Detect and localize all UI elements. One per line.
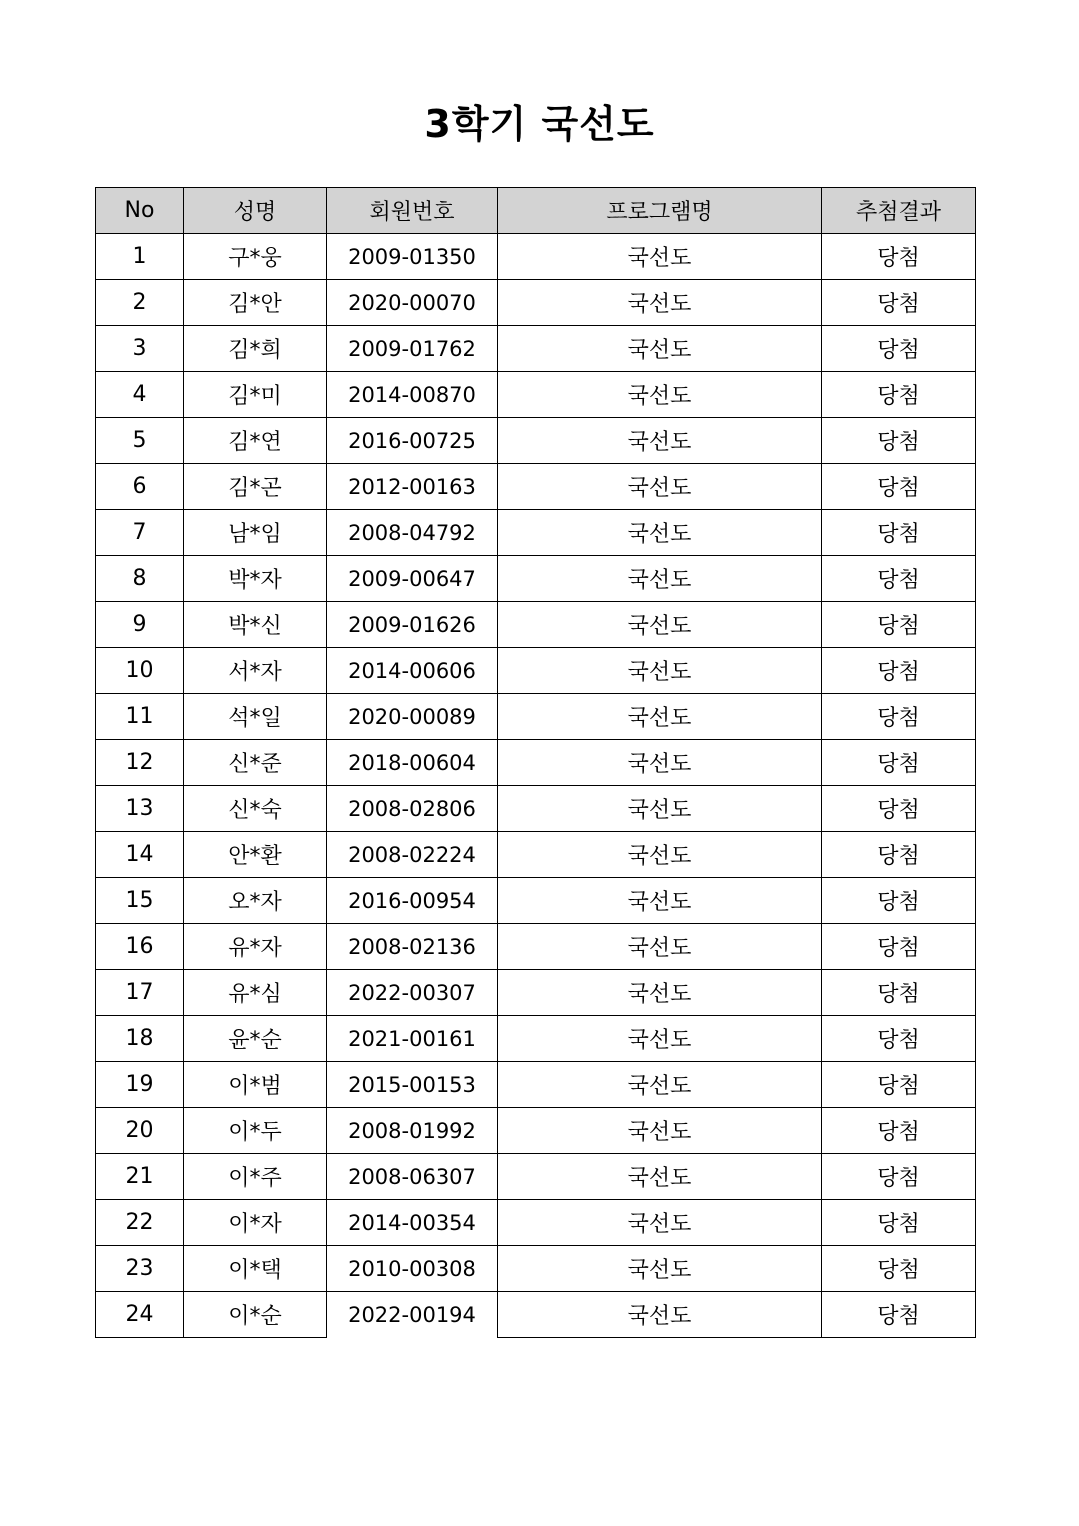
cell-member-id: 2021-00161	[327, 1016, 498, 1062]
cell-no: 18	[96, 1016, 184, 1062]
table-row	[96, 878, 976, 924]
cell-program: 국선도	[498, 924, 822, 970]
table-row	[96, 464, 976, 510]
cell-program: 국선도	[498, 510, 822, 556]
cell-no: 9	[96, 602, 184, 648]
table-row	[96, 694, 976, 740]
cell-no: 7	[96, 510, 184, 556]
cell-name: 김*미	[184, 372, 327, 418]
cell-result: 당첨	[822, 556, 976, 602]
cell-result: 당첨	[822, 1292, 976, 1338]
cell-member-id: 2008-01992	[327, 1108, 498, 1154]
cell-member-id: 2008-06307	[327, 1154, 498, 1200]
cell-name: 이*주	[184, 1154, 327, 1200]
cell-name: 이*범	[184, 1062, 327, 1108]
cell-program: 국선도	[498, 1108, 822, 1154]
table-row	[96, 1108, 976, 1154]
cell-result: 당첨	[822, 740, 976, 786]
cell-member-id: 2008-02806	[327, 786, 498, 832]
cell-member-id: 2009-00647	[327, 556, 498, 602]
cell-result: 당첨	[822, 924, 976, 970]
cell-member-id: 2020-00089	[327, 694, 498, 740]
cell-no: 6	[96, 464, 184, 510]
cell-no: 19	[96, 1062, 184, 1108]
cell-no: 14	[96, 832, 184, 878]
cell-program: 국선도	[498, 1292, 822, 1338]
cell-no: 11	[96, 694, 184, 740]
table-row	[96, 372, 976, 418]
cell-name: 박*자	[184, 556, 327, 602]
cell-member-id: 2022-00194	[327, 1292, 498, 1338]
cell-no: 8	[96, 556, 184, 602]
cell-name: 윤*순	[184, 1016, 327, 1062]
cell-name: 이*순	[184, 1292, 327, 1338]
cell-no: 4	[96, 372, 184, 418]
cell-member-id: 2009-01626	[327, 602, 498, 648]
cell-no: 17	[96, 970, 184, 1016]
cell-program: 국선도	[498, 280, 822, 326]
table-row	[96, 1292, 976, 1338]
cell-result: 당첨	[822, 1154, 976, 1200]
cell-name: 신*숙	[184, 786, 327, 832]
cell-member-id: 2016-00725	[327, 418, 498, 464]
cell-result: 당첨	[822, 1200, 976, 1246]
cell-member-id: 2022-00307	[327, 970, 498, 1016]
header-no: No	[96, 188, 184, 234]
cell-name: 김*희	[184, 326, 327, 372]
page-title: 3학기 국선도	[424, 102, 655, 146]
cell-name: 석*일	[184, 694, 327, 740]
cell-program: 국선도	[498, 740, 822, 786]
cell-member-id: 2008-02136	[327, 924, 498, 970]
table-header-row	[96, 188, 976, 234]
cell-result: 당첨	[822, 280, 976, 326]
cell-no: 24	[96, 1292, 184, 1338]
cell-name: 서*자	[184, 648, 327, 694]
cell-program: 국선도	[498, 556, 822, 602]
table-row	[96, 602, 976, 648]
table-row	[96, 1200, 976, 1246]
cell-name: 김*곤	[184, 464, 327, 510]
header-name: 성명	[184, 188, 327, 234]
table-row	[96, 648, 976, 694]
cell-name: 오*자	[184, 878, 327, 924]
table-row	[96, 970, 976, 1016]
cell-result: 당첨	[822, 1016, 976, 1062]
table-row	[96, 1246, 976, 1292]
lottery-result-table	[95, 187, 976, 1338]
cell-no: 3	[96, 326, 184, 372]
cell-result: 당첨	[822, 326, 976, 372]
cell-result: 당첨	[822, 832, 976, 878]
cell-program: 국선도	[498, 694, 822, 740]
cell-program: 국선도	[498, 418, 822, 464]
cell-result: 당첨	[822, 464, 976, 510]
cell-name: 박*신	[184, 602, 327, 648]
cell-name: 구*웅	[184, 234, 327, 280]
table-row	[96, 924, 976, 970]
cell-result: 당첨	[822, 648, 976, 694]
cell-no: 22	[96, 1200, 184, 1246]
cell-name: 김*연	[184, 418, 327, 464]
cell-program: 국선도	[498, 234, 822, 280]
cell-name: 유*심	[184, 970, 327, 1016]
cell-name: 신*준	[184, 740, 327, 786]
cell-member-id: 2014-00354	[327, 1200, 498, 1246]
cell-member-id: 2018-00604	[327, 740, 498, 786]
cell-no: 21	[96, 1154, 184, 1200]
cell-member-id: 2015-00153	[327, 1062, 498, 1108]
table-row	[96, 234, 976, 280]
cell-result: 당첨	[822, 418, 976, 464]
cell-program: 국선도	[498, 1016, 822, 1062]
cell-program: 국선도	[498, 1246, 822, 1292]
cell-member-id: 2010-00308	[327, 1246, 498, 1292]
table-row	[96, 1016, 976, 1062]
cell-member-id: 2014-00870	[327, 372, 498, 418]
cell-result: 당첨	[822, 372, 976, 418]
cell-result: 당첨	[822, 1108, 976, 1154]
cell-no: 23	[96, 1246, 184, 1292]
cell-result: 당첨	[822, 602, 976, 648]
header-result: 추첨결과	[822, 188, 976, 234]
cell-no: 10	[96, 648, 184, 694]
table-row	[96, 1062, 976, 1108]
cell-program: 국선도	[498, 786, 822, 832]
cell-no: 1	[96, 234, 184, 280]
cell-member-id: 2014-00606	[327, 648, 498, 694]
table-row	[96, 418, 976, 464]
table-row	[96, 1154, 976, 1200]
cell-no: 15	[96, 878, 184, 924]
cell-program: 국선도	[498, 326, 822, 372]
cell-name: 안*환	[184, 832, 327, 878]
table-row	[96, 556, 976, 602]
cell-program: 국선도	[498, 1062, 822, 1108]
cell-result: 당첨	[822, 234, 976, 280]
cell-name: 유*자	[184, 924, 327, 970]
cell-no: 16	[96, 924, 184, 970]
cell-no: 12	[96, 740, 184, 786]
table-row	[96, 280, 976, 326]
table-body	[96, 234, 976, 1338]
cell-result: 당첨	[822, 970, 976, 1016]
cell-program: 국선도	[498, 970, 822, 1016]
table-row	[96, 786, 976, 832]
cell-name: 이*두	[184, 1108, 327, 1154]
table-row	[96, 510, 976, 556]
cell-program: 국선도	[498, 464, 822, 510]
cell-name: 이*자	[184, 1200, 327, 1246]
cell-member-id: 2020-00070	[327, 280, 498, 326]
table-row	[96, 740, 976, 786]
cell-member-id: 2016-00954	[327, 878, 498, 924]
header-program: 프로그램명	[498, 188, 822, 234]
cell-program: 국선도	[498, 602, 822, 648]
cell-no: 13	[96, 786, 184, 832]
cell-result: 당첨	[822, 878, 976, 924]
cell-name: 김*안	[184, 280, 327, 326]
cell-result: 당첨	[822, 694, 976, 740]
cell-result: 당첨	[822, 510, 976, 556]
cell-member-id: 2012-00163	[327, 464, 498, 510]
cell-member-id: 2009-01762	[327, 326, 498, 372]
cell-no: 2	[96, 280, 184, 326]
cell-member-id: 2008-04792	[327, 510, 498, 556]
cell-result: 당첨	[822, 786, 976, 832]
cell-member-id: 2009-01350	[327, 234, 498, 280]
cell-program: 국선도	[498, 1154, 822, 1200]
cell-no: 5	[96, 418, 184, 464]
cell-result: 당첨	[822, 1246, 976, 1292]
cell-program: 국선도	[498, 1200, 822, 1246]
cell-program: 국선도	[498, 832, 822, 878]
cell-program: 국선도	[498, 878, 822, 924]
cell-name: 남*임	[184, 510, 327, 556]
cell-name: 이*택	[184, 1246, 327, 1292]
cell-no: 20	[96, 1108, 184, 1154]
cell-program: 국선도	[498, 648, 822, 694]
cell-result: 당첨	[822, 1062, 976, 1108]
cell-member-id: 2008-02224	[327, 832, 498, 878]
table-row	[96, 326, 976, 372]
cell-program: 국선도	[498, 372, 822, 418]
table-row	[96, 832, 976, 878]
header-member-id: 회원번호	[327, 188, 498, 234]
